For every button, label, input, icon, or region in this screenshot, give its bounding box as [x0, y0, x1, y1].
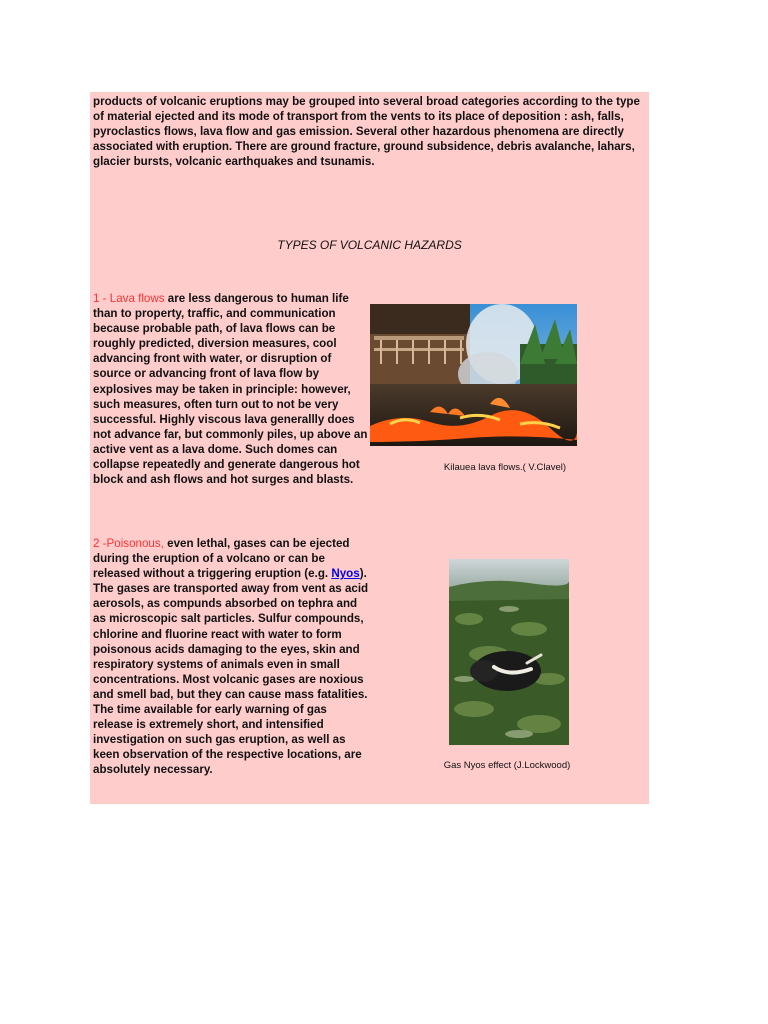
- poisonous-text-b: ). The gases are transported away from vent as acid aerosols, as compunds absorbed on tephra and as microscopic salt particles. Sulfur compounds, chlorine and fluorine react with water to form poisonous acids damaging to the eyes, skin and respiratory systems of animals even in small concentrations. Most volcanic gases are noxious and smell bad, but they can cause mass fatalities. The time available for early warning of gas release is extremely short, and intensified investigation on such gas eruption, as well as keen observation of the respective locations, are absolutely necessary.: [93, 567, 369, 777]
- poisonous-text-a: even lethal, gases can be ejected during the eruption of a volcano or can be released without a triggering eruption (e.g.: [93, 537, 350, 581]
- lava-flow-caption: Kilauea lava flows.( V.Clavel): [443, 462, 567, 473]
- poisonous-gases-paragraph: [93, 536, 369, 778]
- poisonous-label: 2 -Poisonous,: [93, 537, 164, 550]
- section-heading: TYPES OF VOLCANIC HAZARDS: [277, 238, 462, 252]
- lava-flows-paragraph: [93, 291, 369, 487]
- lava-flows-label: 1 - Lava flows: [93, 292, 165, 305]
- nyos-link[interactable]: Nyos: [331, 567, 360, 581]
- gas-nyos-photo: [449, 559, 569, 745]
- lava-flow-photo: [370, 304, 577, 446]
- content-panel: [90, 92, 649, 804]
- lava-flows-text: are less dangerous to human life than to property, traffic, and communication because probable path, of lava flows can be roughly predicted, diversion measures, cool advancing front with water, or disruption of source or advancing front of lava flow by explosives may be taken in principle: however, such measures, often turn out to not be very successful. Highly viscous lava generallly does not advance far, but commonly piles, up above an active vent as a lava dome. Such domes can collapse repeatedly and generate dangerous hot block and ash flows and hot surges and blasts.: [93, 292, 368, 487]
- gas-nyos-caption: Gas Nyos effect (J.Lockwood): [443, 760, 571, 771]
- intro-paragraph: products of volcanic eruptions may be grouped into several broad categories according to the type of material ejected and its mode of transport from the vents to its place of deposition : ash, falls, pyroclastics flows, lava flow and gas emission. Several other hazardous phenomena are directly associated with eruption. There are ground fracture, ground subsidence, debris avalanche, lahars, glacier bursts, volcanic earthquakes and tsunamis.: [93, 95, 640, 169]
